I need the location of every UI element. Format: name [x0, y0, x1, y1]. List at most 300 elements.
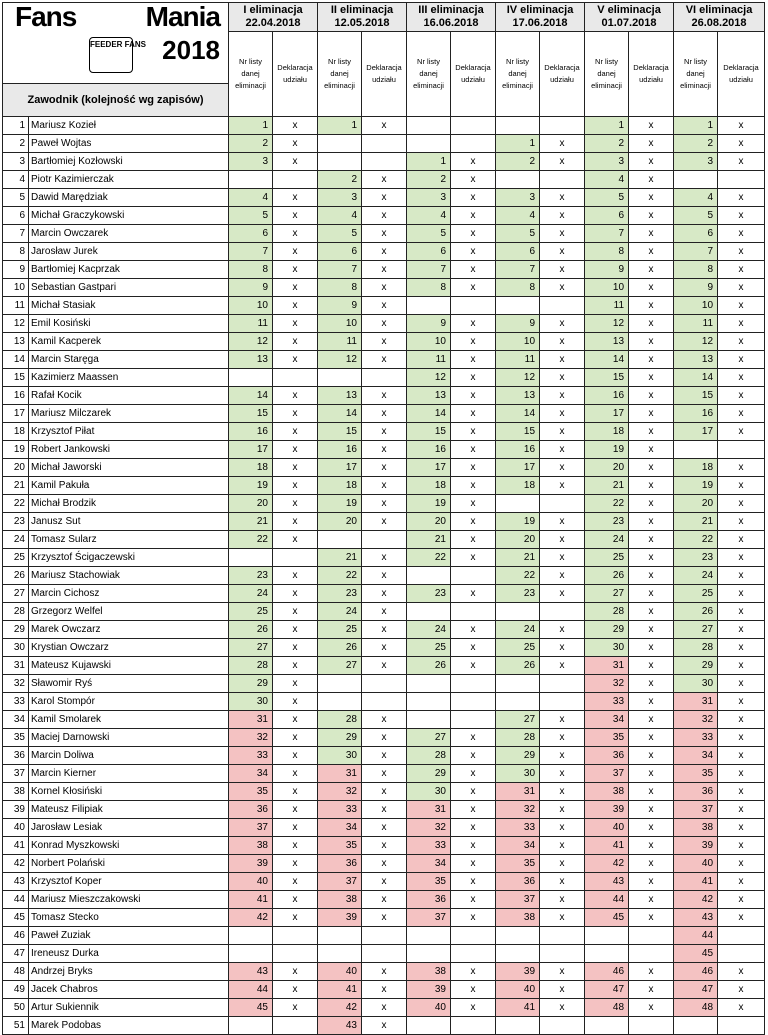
declaration-cell: x — [362, 225, 407, 243]
list-number-cell — [496, 171, 540, 189]
table-row — [3, 675, 765, 693]
standings-body — [3, 117, 765, 1035]
list-number-cell — [407, 693, 451, 711]
declaration-cell — [362, 693, 407, 711]
table-row — [3, 549, 765, 567]
list-number-cell: 30 — [229, 693, 273, 711]
declaration-cell: x — [718, 315, 765, 333]
declaration-cell: x — [629, 909, 674, 927]
declaration-cell — [718, 171, 765, 189]
row-number: 16 — [3, 387, 29, 405]
list-number-cell: 34 — [318, 819, 362, 837]
list-number-subheader: Nr listy danej eliminacji — [674, 32, 718, 117]
declaration-cell: x — [540, 351, 585, 369]
declaration-cell: x — [273, 765, 318, 783]
list-number-cell: 45 — [585, 909, 629, 927]
list-number-cell: 35 — [674, 765, 718, 783]
table-row — [3, 585, 765, 603]
table-row — [3, 639, 765, 657]
list-number-cell: 21 — [229, 513, 273, 531]
declaration-cell: x — [451, 315, 496, 333]
list-number-cell: 22 — [229, 531, 273, 549]
competitor-name: Paweł Zuziak — [29, 927, 229, 945]
list-number-cell: 41 — [229, 891, 273, 909]
declaration-cell: x — [629, 387, 674, 405]
declaration-cell — [273, 945, 318, 963]
list-number-cell: 19 — [229, 477, 273, 495]
list-number-cell: 9 — [496, 315, 540, 333]
elimination-date: 17.06.2018 — [512, 17, 568, 29]
declaration-cell: x — [273, 135, 318, 153]
list-number-cell: 26 — [229, 621, 273, 639]
list-number-cell: 38 — [229, 837, 273, 855]
list-number-cell: 13 — [318, 387, 362, 405]
declaration-cell: x — [273, 621, 318, 639]
declaration-cell: x — [718, 747, 765, 765]
competitor-name: Marcin Owczarek — [29, 225, 229, 243]
declaration-cell — [451, 675, 496, 693]
declaration-cell: x — [718, 153, 765, 171]
list-number-cell: 4 — [585, 171, 629, 189]
declaration-cell: x — [273, 513, 318, 531]
list-number-cell — [318, 531, 362, 549]
table-row — [3, 819, 765, 837]
declaration-cell: x — [362, 819, 407, 837]
list-number-cell: 15 — [674, 387, 718, 405]
declaration-cell: x — [362, 333, 407, 351]
list-number-cell: 28 — [407, 747, 451, 765]
table-row — [3, 711, 765, 729]
declaration-cell: x — [540, 333, 585, 351]
declaration-cell: x — [629, 225, 674, 243]
declaration-cell — [362, 153, 407, 171]
competitor-name: Andrzej Bryks — [29, 963, 229, 981]
declaration-cell: x — [718, 657, 765, 675]
competitor-name: Emil Kosiński — [29, 315, 229, 333]
declaration-cell: x — [362, 477, 407, 495]
list-number-cell: 34 — [585, 711, 629, 729]
list-number-cell: 31 — [318, 765, 362, 783]
declaration-cell: x — [718, 729, 765, 747]
declaration-cell: x — [362, 621, 407, 639]
list-number-cell: 8 — [674, 261, 718, 279]
declaration-cell: x — [540, 657, 585, 675]
list-number-cell: 11 — [496, 351, 540, 369]
list-number-cell: 13 — [407, 387, 451, 405]
table-row — [3, 981, 765, 999]
list-number-cell: 29 — [318, 729, 362, 747]
declaration-cell — [273, 549, 318, 567]
declaration-cell: x — [540, 369, 585, 387]
declaration-cell: x — [451, 819, 496, 837]
list-number-cell: 15 — [585, 369, 629, 387]
list-number-cell: 46 — [585, 963, 629, 981]
declaration-cell: x — [718, 675, 765, 693]
table-row — [3, 783, 765, 801]
list-number-cell: 38 — [318, 891, 362, 909]
list-number-cell — [407, 297, 451, 315]
list-number-cell: 39 — [674, 837, 718, 855]
row-number: 50 — [3, 999, 29, 1017]
list-number-cell: 39 — [407, 981, 451, 999]
table-row — [3, 531, 765, 549]
declaration-cell: x — [540, 909, 585, 927]
list-number-cell: 24 — [674, 567, 718, 585]
declaration-cell: x — [718, 909, 765, 927]
declaration-cell: x — [273, 405, 318, 423]
logo-cell — [3, 3, 229, 84]
list-number-cell: 39 — [496, 963, 540, 981]
list-number-cell: 7 — [229, 243, 273, 261]
list-number-cell: 23 — [674, 549, 718, 567]
list-number-cell: 16 — [585, 387, 629, 405]
list-number-subheader: Nr listy danej eliminacji — [229, 32, 273, 117]
declaration-cell: x — [362, 585, 407, 603]
list-number-cell: 5 — [585, 189, 629, 207]
list-number-cell: 22 — [318, 567, 362, 585]
list-number-cell: 4 — [496, 207, 540, 225]
row-number: 40 — [3, 819, 29, 837]
list-number-cell: 33 — [674, 729, 718, 747]
list-number-cell: 10 — [585, 279, 629, 297]
row-number: 28 — [3, 603, 29, 621]
list-number-cell — [496, 945, 540, 963]
list-number-cell: 44 — [229, 981, 273, 999]
declaration-cell — [540, 693, 585, 711]
declaration-cell: x — [718, 585, 765, 603]
list-number-cell: 32 — [229, 729, 273, 747]
declaration-cell: x — [273, 117, 318, 135]
row-number: 18 — [3, 423, 29, 441]
list-number-cell: 3 — [318, 189, 362, 207]
list-number-cell: 37 — [585, 765, 629, 783]
declaration-cell: x — [273, 603, 318, 621]
list-number-cell: 42 — [585, 855, 629, 873]
competitor-name: Kazimierz Maassen — [29, 369, 229, 387]
declaration-cell: x — [540, 891, 585, 909]
list-number-cell — [407, 675, 451, 693]
list-number-cell: 41 — [674, 873, 718, 891]
list-number-cell: 18 — [229, 459, 273, 477]
list-number-cell — [407, 945, 451, 963]
list-number-cell: 43 — [585, 873, 629, 891]
declaration-cell — [540, 297, 585, 315]
elimination-header-5 — [585, 3, 674, 32]
declaration-cell: x — [629, 243, 674, 261]
list-number-cell: 29 — [496, 747, 540, 765]
declaration-cell: x — [540, 387, 585, 405]
declaration-cell — [540, 171, 585, 189]
declaration-cell: x — [451, 585, 496, 603]
competitor-name: Artur Sukiennik — [29, 999, 229, 1017]
list-number-cell: 22 — [407, 549, 451, 567]
row-number: 4 — [3, 171, 29, 189]
declaration-cell: x — [362, 891, 407, 909]
list-number-cell: 39 — [585, 801, 629, 819]
competitor-name: Karol Stompór — [29, 693, 229, 711]
list-number-cell: 14 — [229, 387, 273, 405]
declaration-cell: x — [718, 693, 765, 711]
elimination-name: II eliminacja — [330, 4, 394, 16]
table-row — [3, 927, 765, 945]
list-number-cell: 13 — [496, 387, 540, 405]
list-number-cell: 5 — [496, 225, 540, 243]
list-number-cell — [229, 549, 273, 567]
list-number-cell: 37 — [407, 909, 451, 927]
list-number-cell: 40 — [407, 999, 451, 1017]
list-number-cell: 28 — [318, 711, 362, 729]
list-number-cell: 14 — [407, 405, 451, 423]
competitor-name: Sławomir Ryś — [29, 675, 229, 693]
list-number-cell: 28 — [585, 603, 629, 621]
list-number-cell: 21 — [407, 531, 451, 549]
list-number-cell: 27 — [496, 711, 540, 729]
declaration-cell: x — [362, 189, 407, 207]
declaration-cell — [273, 927, 318, 945]
declaration-cell: x — [718, 477, 765, 495]
competitor-name: Mateusz Filipiak — [29, 801, 229, 819]
list-number-cell: 20 — [674, 495, 718, 513]
declaration-cell — [540, 603, 585, 621]
declaration-cell: x — [629, 999, 674, 1017]
logo-word-fans: Fans — [15, 2, 77, 32]
declaration-cell: x — [273, 837, 318, 855]
list-number-cell: 32 — [407, 819, 451, 837]
declaration-cell: x — [718, 603, 765, 621]
declaration-subheader: Deklaracja udziału — [362, 32, 407, 117]
list-number-cell: 37 — [229, 819, 273, 837]
declaration-cell: x — [718, 387, 765, 405]
declaration-cell: x — [362, 279, 407, 297]
list-number-cell: 35 — [229, 783, 273, 801]
row-number: 20 — [3, 459, 29, 477]
row-number: 51 — [3, 1017, 29, 1035]
list-number-cell: 35 — [407, 873, 451, 891]
row-number: 24 — [3, 531, 29, 549]
declaration-cell: x — [540, 765, 585, 783]
table-row — [3, 189, 765, 207]
declaration-cell: x — [718, 873, 765, 891]
list-number-cell: 32 — [496, 801, 540, 819]
elimination-name: III eliminacja — [418, 4, 484, 16]
list-number-cell: 2 — [229, 135, 273, 153]
declaration-cell — [629, 1017, 674, 1035]
competitor-name: Maciej Darnowski — [29, 729, 229, 747]
declaration-cell: x — [718, 783, 765, 801]
declaration-cell: x — [451, 333, 496, 351]
list-number-cell: 35 — [318, 837, 362, 855]
list-number-cell: 40 — [674, 855, 718, 873]
declaration-cell — [718, 1017, 765, 1035]
declaration-cell: x — [273, 999, 318, 1017]
declaration-cell: x — [540, 855, 585, 873]
declaration-cell: x — [718, 423, 765, 441]
list-number-cell: 2 — [585, 135, 629, 153]
declaration-cell: x — [362, 963, 407, 981]
declaration-cell: x — [451, 153, 496, 171]
row-number: 34 — [3, 711, 29, 729]
elimination-name: IV eliminacja — [506, 4, 574, 16]
declaration-cell: x — [629, 747, 674, 765]
competitor-name: Janusz Sut — [29, 513, 229, 531]
declaration-cell: x — [451, 261, 496, 279]
list-number-cell: 16 — [674, 405, 718, 423]
declaration-cell: x — [540, 531, 585, 549]
declaration-cell: x — [273, 711, 318, 729]
declaration-cell — [629, 927, 674, 945]
declaration-cell: x — [451, 441, 496, 459]
list-number-cell — [229, 927, 273, 945]
list-number-cell: 7 — [674, 243, 718, 261]
table-row — [3, 171, 765, 189]
declaration-cell: x — [273, 981, 318, 999]
declaration-cell — [718, 945, 765, 963]
declaration-cell: x — [273, 423, 318, 441]
declaration-cell: x — [540, 261, 585, 279]
list-number-cell: 9 — [585, 261, 629, 279]
declaration-cell: x — [362, 459, 407, 477]
declaration-cell — [273, 1017, 318, 1035]
competitor-name: Robert Jankowski — [29, 441, 229, 459]
declaration-cell: x — [540, 873, 585, 891]
list-number-subheader: Nr listy danej eliminacji — [496, 32, 540, 117]
row-number: 42 — [3, 855, 29, 873]
declaration-cell: x — [718, 207, 765, 225]
list-number-cell — [318, 369, 362, 387]
elimination-date: 22.04.2018 — [245, 17, 301, 29]
declaration-cell: x — [629, 423, 674, 441]
list-number-cell: 19 — [318, 495, 362, 513]
list-number-cell: 13 — [674, 351, 718, 369]
competitor-name: Michał Stasiak — [29, 297, 229, 315]
declaration-cell — [451, 945, 496, 963]
table-row — [3, 279, 765, 297]
declaration-cell — [451, 135, 496, 153]
table-row — [3, 747, 765, 765]
list-number-cell: 41 — [318, 981, 362, 999]
list-number-cell — [318, 153, 362, 171]
list-number-cell: 36 — [585, 747, 629, 765]
elimination-date: 12.05.2018 — [334, 17, 390, 29]
table-row — [3, 963, 765, 981]
list-number-cell: 34 — [496, 837, 540, 855]
list-number-cell: 30 — [496, 765, 540, 783]
list-number-cell: 24 — [585, 531, 629, 549]
competitor-name: Marcin Doliwa — [29, 747, 229, 765]
list-number-cell: 17 — [496, 459, 540, 477]
declaration-subheader: Deklaracja udziału — [718, 32, 765, 117]
list-number-cell — [318, 927, 362, 945]
declaration-cell: x — [451, 531, 496, 549]
competitor-name: Mariusz Mieszczakowski — [29, 891, 229, 909]
declaration-cell: x — [629, 711, 674, 729]
declaration-cell — [451, 693, 496, 711]
declaration-cell: x — [451, 189, 496, 207]
list-number-cell: 10 — [407, 333, 451, 351]
list-number-cell: 36 — [229, 801, 273, 819]
list-number-cell — [407, 711, 451, 729]
row-number: 7 — [3, 225, 29, 243]
list-number-cell: 36 — [496, 873, 540, 891]
declaration-cell: x — [540, 963, 585, 981]
declaration-cell: x — [273, 891, 318, 909]
list-number-cell: 39 — [318, 909, 362, 927]
declaration-cell — [451, 927, 496, 945]
list-number-cell: 23 — [318, 585, 362, 603]
declaration-cell: x — [629, 567, 674, 585]
list-number-cell: 26 — [496, 657, 540, 675]
declaration-cell — [362, 945, 407, 963]
list-number-cell: 8 — [585, 243, 629, 261]
list-number-cell — [229, 945, 273, 963]
competitor-name: Konrad Myszkowski — [29, 837, 229, 855]
declaration-cell: x — [718, 819, 765, 837]
list-number-cell: 27 — [229, 639, 273, 657]
table-row — [3, 117, 765, 135]
row-number: 13 — [3, 333, 29, 351]
declaration-cell: x — [362, 351, 407, 369]
declaration-cell: x — [451, 963, 496, 981]
logo-year: 2018 — [162, 35, 220, 65]
list-number-cell — [229, 1017, 273, 1035]
list-number-cell: 2 — [496, 153, 540, 171]
declaration-cell: x — [362, 765, 407, 783]
list-number-cell: 5 — [318, 225, 362, 243]
list-number-cell: 33 — [229, 747, 273, 765]
table-row — [3, 315, 765, 333]
list-number-cell: 29 — [674, 657, 718, 675]
list-number-cell: 23 — [407, 585, 451, 603]
list-number-cell — [318, 693, 362, 711]
list-number-cell — [407, 603, 451, 621]
list-number-cell: 12 — [407, 369, 451, 387]
declaration-cell: x — [362, 171, 407, 189]
declaration-cell: x — [273, 585, 318, 603]
list-number-cell: 40 — [585, 819, 629, 837]
row-number: 38 — [3, 783, 29, 801]
declaration-cell: x — [273, 477, 318, 495]
list-number-subheader: Nr listy danej eliminacji — [407, 32, 451, 117]
list-number-cell: 43 — [674, 909, 718, 927]
declaration-cell: x — [362, 207, 407, 225]
table-row — [3, 225, 765, 243]
list-number-cell: 18 — [674, 459, 718, 477]
list-number-cell: 15 — [496, 423, 540, 441]
list-number-cell: 9 — [407, 315, 451, 333]
row-number: 9 — [3, 261, 29, 279]
competitor-name: Marek Owczarz — [29, 621, 229, 639]
list-number-cell: 23 — [496, 585, 540, 603]
table-row — [3, 1017, 765, 1035]
list-number-cell: 28 — [674, 639, 718, 657]
declaration-cell: x — [273, 819, 318, 837]
declaration-cell: x — [273, 801, 318, 819]
row-number: 6 — [3, 207, 29, 225]
list-number-cell: 10 — [318, 315, 362, 333]
declaration-cell: x — [451, 405, 496, 423]
declaration-cell: x — [362, 261, 407, 279]
list-number-cell — [496, 297, 540, 315]
declaration-cell: x — [362, 513, 407, 531]
row-number: 26 — [3, 567, 29, 585]
declaration-subheader: Deklaracja udziału — [273, 32, 318, 117]
declaration-cell: x — [451, 999, 496, 1017]
list-number-cell: 6 — [674, 225, 718, 243]
declaration-cell: x — [540, 783, 585, 801]
list-number-cell: 31 — [585, 657, 629, 675]
declaration-cell — [362, 531, 407, 549]
list-number-cell: 12 — [585, 315, 629, 333]
